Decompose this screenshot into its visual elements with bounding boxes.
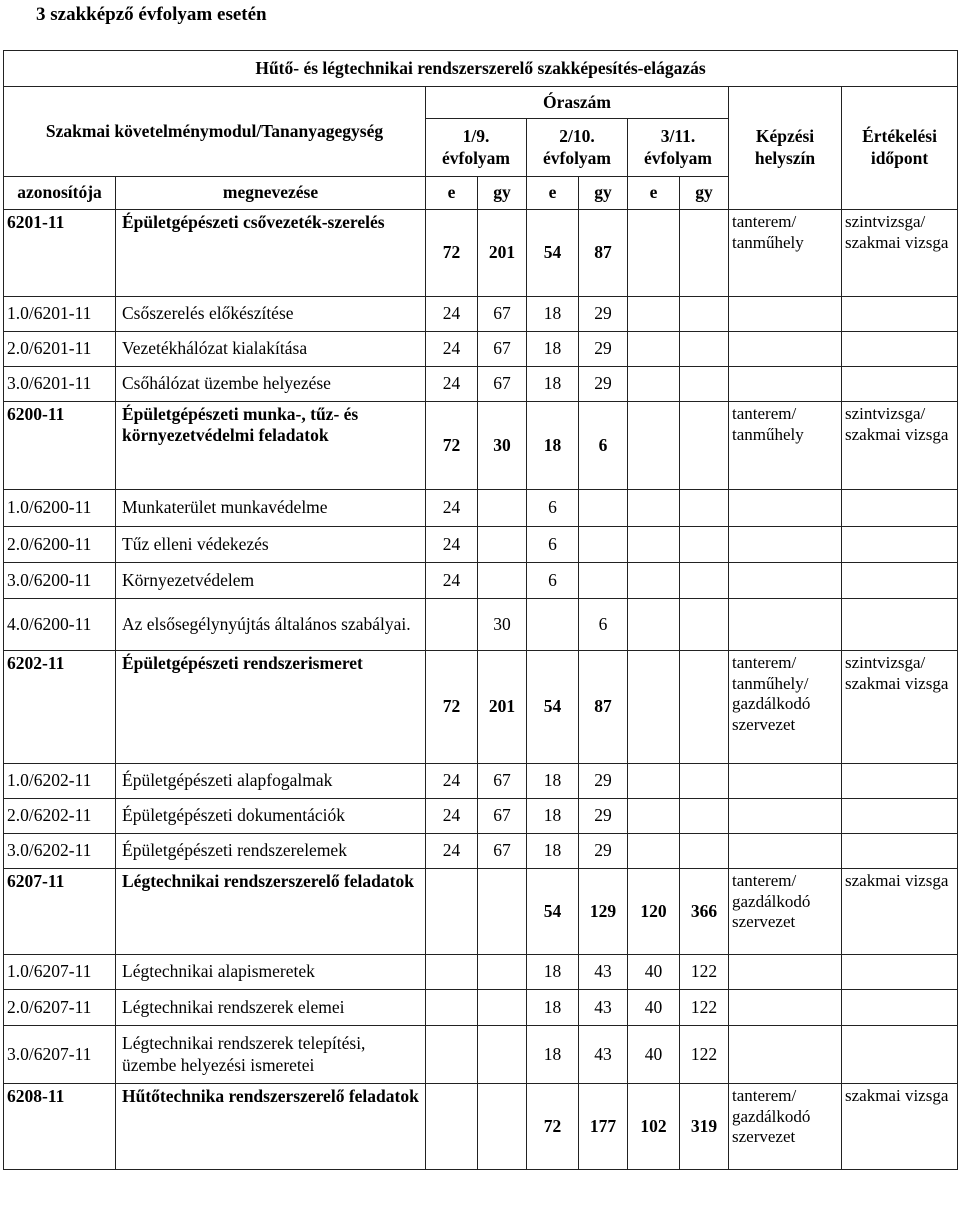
year-header: 2/10. évfolyam: [527, 119, 628, 177]
hours-cell: 24: [426, 563, 478, 599]
location-cell: [729, 297, 842, 332]
row-name: Csőhálózat üzembe helyezése: [116, 367, 426, 402]
hours-cell: [628, 764, 680, 799]
row-id: 4.0/6200-11: [4, 599, 116, 651]
row-id: 1.0/6202-11: [4, 764, 116, 799]
evaluation-cell: szakmai vizsga: [842, 869, 958, 955]
hours-cell: 40: [628, 955, 680, 990]
hours-cell: [628, 367, 680, 402]
row-name: Légtechnikai rendszerszerelő feladatok: [116, 869, 426, 955]
hours-cell: 43: [579, 955, 628, 990]
hours-cell: [628, 563, 680, 599]
hours-cell: 6: [579, 599, 628, 651]
hours-cell: 122: [680, 955, 729, 990]
hours-cell: 29: [579, 764, 628, 799]
location-cell: [729, 599, 842, 651]
hours-cell: [478, 563, 527, 599]
hours-cell: [628, 332, 680, 367]
location-cell: tanterem/ tanműhely/ gazdálkodó szervezet: [729, 651, 842, 764]
row-id: 3.0/6202-11: [4, 834, 116, 869]
location-cell: tanterem/ gazdálkodó szervezet: [729, 869, 842, 955]
hours-cell: [426, 1084, 478, 1170]
hours-cell: 30: [478, 599, 527, 651]
hours-subheader: gy: [478, 177, 527, 210]
hours-cell: 29: [579, 834, 628, 869]
hours-cell: [527, 599, 579, 651]
location-cell: [729, 1026, 842, 1084]
hours-cell: 67: [478, 367, 527, 402]
name-column-header: megnevezése: [116, 177, 426, 210]
row-id: 1.0/6207-11: [4, 955, 116, 990]
location-cell: [729, 490, 842, 527]
subunit-row: [4, 297, 958, 332]
module-row: [4, 1084, 958, 1170]
hours-cell: 129: [579, 869, 628, 955]
row-name: Légtechnikai rendszerek telepítési, üzembe helyezési ismeretei: [116, 1026, 426, 1084]
evaluation-cell: szintvizsga/ szakmai vizsga: [842, 210, 958, 297]
hours-cell: [680, 490, 729, 527]
location-cell: tanterem/ gazdálkodó szervezet: [729, 1084, 842, 1170]
evaluation-cell: [842, 764, 958, 799]
evaluation-cell: [842, 834, 958, 869]
hours-cell: [478, 490, 527, 527]
row-name: Épületgépészeti alapfogalmak: [116, 764, 426, 799]
hours-cell: 29: [579, 297, 628, 332]
row-id: 1.0/6200-11: [4, 490, 116, 527]
hours-cell: 201: [478, 210, 527, 297]
table-caption: Hűtő- és légtechnikai rendszerszerelő szakképesítés-elágazás: [4, 51, 958, 87]
evaluation-column-header: Értékelési időpont: [842, 87, 958, 210]
module-row: [4, 210, 958, 297]
hours-cell: 24: [426, 297, 478, 332]
hours-cell: [680, 834, 729, 869]
evaluation-cell: [842, 332, 958, 367]
evaluation-cell: szakmai vizsga: [842, 1084, 958, 1170]
hours-cell: 122: [680, 990, 729, 1026]
subunit-row: [4, 990, 958, 1026]
hours-cell: [680, 367, 729, 402]
hours-cell: 40: [628, 990, 680, 1026]
location-cell: [729, 764, 842, 799]
location-cell: [729, 834, 842, 869]
subunit-row: [4, 563, 958, 599]
row-name: Épületgépészeti munka-, tűz- és környezetvédelmi feladatok: [116, 402, 426, 490]
evaluation-cell: [842, 490, 958, 527]
hours-cell: 40: [628, 1026, 680, 1084]
module-row: [4, 651, 958, 764]
hours-cell: 72: [426, 210, 478, 297]
evaluation-cell: [842, 955, 958, 990]
hours-cell: 24: [426, 527, 478, 563]
hours-cell: [478, 1084, 527, 1170]
location-column-header: Képzési helyszín: [729, 87, 842, 210]
hours-subheader: e: [426, 177, 478, 210]
hours-cell: [628, 651, 680, 764]
evaluation-cell: [842, 799, 958, 834]
hours-cell: 43: [579, 1026, 628, 1084]
row-name: Épületgépészeti dokumentációk: [116, 799, 426, 834]
subunit-row: [4, 332, 958, 367]
subunit-row: [4, 527, 958, 563]
row-id: 3.0/6201-11: [4, 367, 116, 402]
subunit-row: [4, 764, 958, 799]
evaluation-cell: [842, 297, 958, 332]
hours-cell: [680, 599, 729, 651]
hours-cell: [680, 764, 729, 799]
hours-cell: 29: [579, 367, 628, 402]
location-cell: [729, 799, 842, 834]
hours-cell: 24: [426, 490, 478, 527]
hours-cell: [478, 990, 527, 1026]
row-name: Légtechnikai rendszerek elemei: [116, 990, 426, 1026]
location-cell: tanterem/ tanműhely: [729, 210, 842, 297]
hours-cell: [628, 799, 680, 834]
hours-cell: 67: [478, 764, 527, 799]
hours-cell: 18: [527, 367, 579, 402]
row-id: 2.0/6201-11: [4, 332, 116, 367]
hours-cell: 18: [527, 402, 579, 490]
hours-cell: 18: [527, 799, 579, 834]
evaluation-cell: [842, 1026, 958, 1084]
evaluation-cell: [842, 990, 958, 1026]
hours-cell: 54: [527, 869, 579, 955]
location-cell: [729, 527, 842, 563]
hours-cell: [478, 955, 527, 990]
subunit-row: [4, 490, 958, 527]
year-header: 1/9. évfolyam: [426, 119, 527, 177]
hours-cell: [426, 1026, 478, 1084]
hours-cell: 6: [527, 490, 579, 527]
hours-cell: 72: [426, 402, 478, 490]
hours-cell: 18: [527, 955, 579, 990]
hours-cell: 6: [527, 563, 579, 599]
hours-cell: [426, 990, 478, 1026]
hours-cell: [680, 563, 729, 599]
hours-cell: [628, 210, 680, 297]
year-header: 3/11. évfolyam: [628, 119, 729, 177]
location-cell: [729, 955, 842, 990]
oraszam-header: Óraszám: [426, 87, 729, 119]
evaluation-cell: [842, 599, 958, 651]
hours-cell: 18: [527, 834, 579, 869]
row-name: Csőszerelés előkészítése: [116, 297, 426, 332]
subunit-row: [4, 1026, 958, 1084]
subunit-row: [4, 955, 958, 990]
hours-cell: [628, 402, 680, 490]
hours-cell: 18: [527, 1026, 579, 1084]
hours-cell: 24: [426, 332, 478, 367]
row-name: Légtechnikai alapismeretek: [116, 955, 426, 990]
hours-cell: 18: [527, 297, 579, 332]
hours-subheader: gy: [579, 177, 628, 210]
hours-cell: [478, 527, 527, 563]
hours-cell: [426, 955, 478, 990]
hours-cell: [426, 599, 478, 651]
hours-cell: 54: [527, 651, 579, 764]
location-cell: [729, 563, 842, 599]
hours-cell: [478, 869, 527, 955]
hours-cell: 54: [527, 210, 579, 297]
row-name: Épületgépészeti csővezeték-szerelés: [116, 210, 426, 297]
hours-cell: [628, 599, 680, 651]
module-column-header: Szakmai követelménymodul/Tananyagegység: [4, 87, 426, 177]
evaluation-cell: szintvizsga/ szakmai vizsga: [842, 402, 958, 490]
hours-cell: [680, 210, 729, 297]
subunit-row: [4, 367, 958, 402]
hours-cell: 24: [426, 834, 478, 869]
row-id: 6207-11: [4, 869, 116, 955]
hours-cell: 67: [478, 297, 527, 332]
hours-subheader: e: [628, 177, 680, 210]
row-id: 2.0/6207-11: [4, 990, 116, 1026]
evaluation-cell: [842, 367, 958, 402]
hours-cell: 18: [527, 990, 579, 1026]
hours-cell: 67: [478, 332, 527, 367]
module-row: [4, 869, 958, 955]
hours-cell: 67: [478, 834, 527, 869]
hours-cell: 201: [478, 651, 527, 764]
hours-cell: 24: [426, 764, 478, 799]
hours-cell: [680, 527, 729, 563]
row-name: Vezetékhálózat kialakítása: [116, 332, 426, 367]
hours-cell: 24: [426, 799, 478, 834]
row-id: 6202-11: [4, 651, 116, 764]
hours-cell: [628, 834, 680, 869]
row-name: Épületgépészeti rendszerelemek: [116, 834, 426, 869]
row-id: 6201-11: [4, 210, 116, 297]
hours-cell: [680, 651, 729, 764]
hours-cell: 87: [579, 651, 628, 764]
row-name: Épületgépészeti rendszerismeret: [116, 651, 426, 764]
row-id: 6208-11: [4, 1084, 116, 1170]
hours-cell: [680, 402, 729, 490]
hours-cell: [579, 563, 628, 599]
module-row: [4, 402, 958, 490]
hours-cell: 18: [527, 764, 579, 799]
page-title: 3 szakképző évfolyam esetén: [36, 4, 267, 25]
subunit-row: [4, 599, 958, 651]
row-id: 6200-11: [4, 402, 116, 490]
hours-cell: [579, 527, 628, 563]
id-column-header: azonosítója: [4, 177, 116, 210]
evaluation-cell: szintvizsga/ szakmai vizsga: [842, 651, 958, 764]
row-name: Hűtőtechnika rendszerszerelő feladatok: [116, 1084, 426, 1170]
hours-cell: 30: [478, 402, 527, 490]
hours-cell: 29: [579, 799, 628, 834]
evaluation-cell: [842, 527, 958, 563]
row-id: 3.0/6207-11: [4, 1026, 116, 1084]
row-id: 2.0/6200-11: [4, 527, 116, 563]
hours-cell: [628, 297, 680, 332]
hours-cell: 122: [680, 1026, 729, 1084]
row-name: Tűz elleni védekezés: [116, 527, 426, 563]
curriculum-table: [3, 50, 958, 1170]
location-cell: [729, 332, 842, 367]
hours-cell: 6: [527, 527, 579, 563]
hours-cell: [478, 1026, 527, 1084]
hours-cell: 120: [628, 869, 680, 955]
hours-cell: [426, 869, 478, 955]
hours-cell: [680, 297, 729, 332]
evaluation-cell: [842, 563, 958, 599]
hours-cell: [680, 332, 729, 367]
hours-cell: 72: [527, 1084, 579, 1170]
hours-cell: 366: [680, 869, 729, 955]
hours-cell: 67: [478, 799, 527, 834]
table-body: [4, 210, 958, 1170]
hours-cell: [680, 799, 729, 834]
row-name: Az elsősegélynyújtás általános szabályai.: [116, 599, 426, 651]
location-cell: tanterem/ tanműhely: [729, 402, 842, 490]
hours-cell: 177: [579, 1084, 628, 1170]
hours-cell: 18: [527, 332, 579, 367]
location-cell: [729, 367, 842, 402]
hours-cell: 102: [628, 1084, 680, 1170]
location-cell: [729, 990, 842, 1026]
row-id: 3.0/6200-11: [4, 563, 116, 599]
row-name: Munkaterület munkavédelme: [116, 490, 426, 527]
row-id: 1.0/6201-11: [4, 297, 116, 332]
subunit-row: [4, 834, 958, 869]
row-id: 2.0/6202-11: [4, 799, 116, 834]
hours-cell: [628, 490, 680, 527]
hours-cell: 29: [579, 332, 628, 367]
hours-subheader: e: [527, 177, 579, 210]
hours-cell: 24: [426, 367, 478, 402]
hours-cell: 319: [680, 1084, 729, 1170]
hours-cell: [579, 490, 628, 527]
hours-cell: 87: [579, 210, 628, 297]
hours-subheader: gy: [680, 177, 729, 210]
hours-cell: 6: [579, 402, 628, 490]
hours-cell: [628, 527, 680, 563]
hours-cell: 43: [579, 990, 628, 1026]
row-name: Környezetvédelem: [116, 563, 426, 599]
subunit-row: [4, 799, 958, 834]
hours-cell: 72: [426, 651, 478, 764]
